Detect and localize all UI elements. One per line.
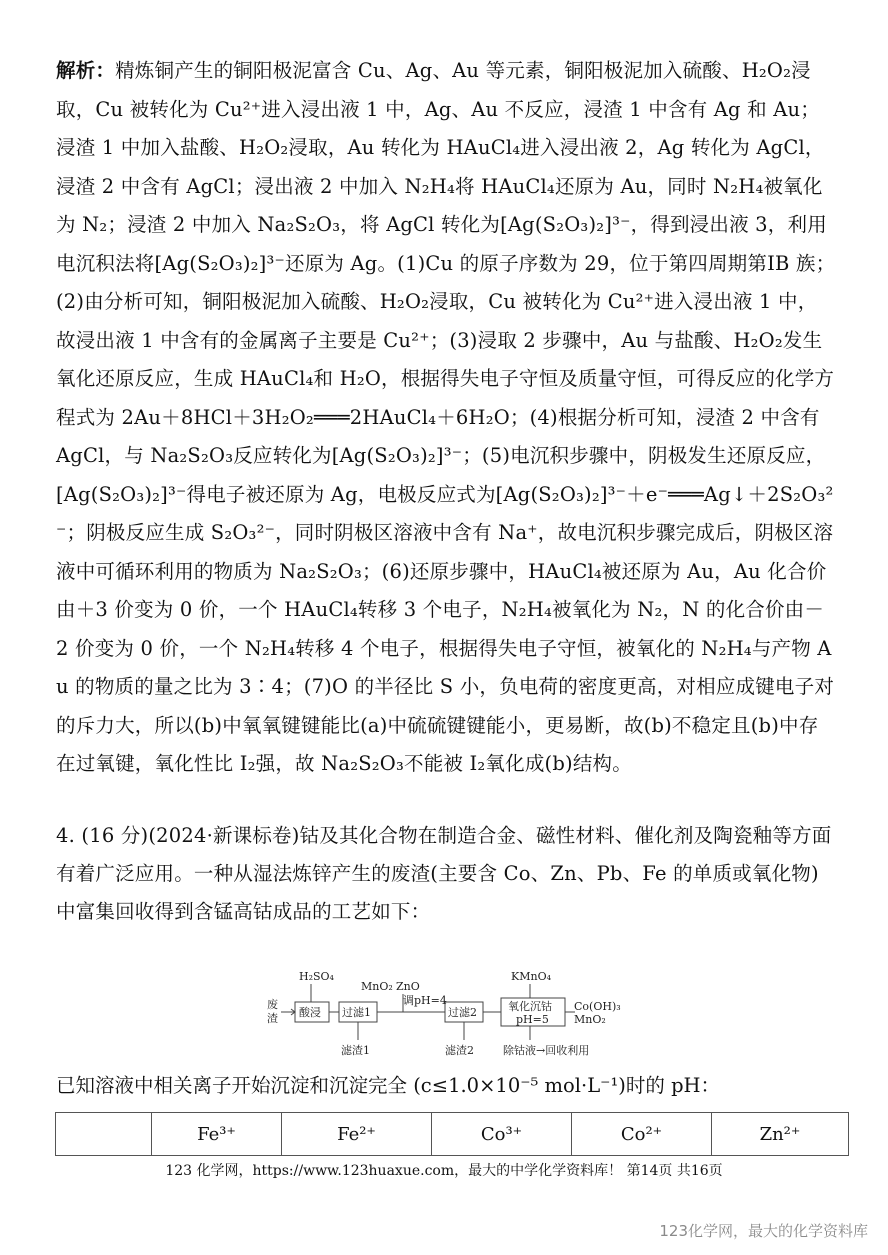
flow-residue-1: 滤渣1 <box>341 1044 370 1057</box>
flow-reagent-1: H₂SO₄ <box>299 970 334 983</box>
ion-ph-table <box>55 1112 849 1156</box>
flow-reagent-3: KMnO₄ <box>511 970 551 983</box>
flow-step-4-line-2: pH=5 <box>516 1013 549 1026</box>
analysis-text: 精炼铜产生的铜阳极泥富含 Cu、Ag、Au 等元素，铜阳极泥加入硫酸、H₂O₂浸取，Cu 被转化为 Cu²⁺进入浸出液 1 中，Ag、Au 不反应，浸渣 1 中含有 Ag 和 Au；浸渣 1 中加入盐酸、H₂O₂浸取，Au 转化为 HAuCl₄进入浸出液 2，Ag 转化为 AgCl，浸渣 2 中含有 AgCl；浸出液 2 中加入 N₂H₄将 HAuCl₄还原为 Au，同时 N₂H₄被氧化为 N₂；浸渣 2 中加入 Na₂S₂O₃，将 AgCl 转化为[Ag(S₂O₃)₂]³⁻，得到浸出液 3，利用电沉积法将[Ag(S₂O₃)₂]³⁻还原为 Ag。(1)Cu 的原子序数为 29，位于第四周期第IB 族；(2)由分析可知，铜阳极泥加入硫酸、H₂O₂浸取，Cu 被转化为 Cu²⁺进入浸出液 1 中，故浸出液 1 中含有的金属离子主要是 Cu²⁺；(3)浸取 2 步骤中，Au 与盐酸、H₂O₂发生氧化还原反应，生成 HAuCl₄和 H₂O，根据得失电子守恒及质量守恒，可得反应的化学方程式为 2Au＋8HCl＋3H₂O₂═══2HAuCl₄＋6H₂O；(4)根据分析可知，浸渣 2 中含有 AgCl，与 Na₂S₂O₃反应转化为[Ag(S₂O₃)₂]³⁻；(5)电沉积步骤中，阴极发生还原反应，[Ag(S₂O₃)₂]³⁻得电子被还原为 Ag，电极反应式为[Ag(S₂O₃)₂]³⁻＋e⁻═══Ag↓＋2S₂O₃²⁻；阴极反应生成 S₂O₃²⁻，同时阴极区溶液中含有 Na⁺，故电沉积步骤完成后，阴极区溶液中可循环利用的物质为 Na₂S₂O₃；(6)还原步骤中，HAuCl₄被还原为 Au，Au 化合价由＋3 价变为 0 价，一个 HAuCl₄转移 3 个电子，N₂H₄被氧化为 N₂，N 的化合价由－2 价变为 0 价，一个 N₂H₄转移 4 个电子，根据得失电子守恒，被氧化的 N₂H₄与产物 Au 的物质的量之比为 3∶4；(7)O 的半径比 S 小，负电荷的密度更高，对相应成键电子对的斥力大，所以(b)中氧氧键键能比(a)中硫硫键键能小，更易断，故(b)不稳定且(b)中存在过氧键，氧化性比 I₂强，故 Na₂S₂O₃不能被 I₂氧化成(b)结构。 <box>56 59 836 775</box>
flow-step-1: 酸浸 <box>299 1006 321 1019</box>
flow-condition-2: 调pH=4 <box>403 994 447 1007</box>
flow-product-1: Co(OH)₃ <box>574 1000 621 1013</box>
flow-reagent-2a: MnO₂ <box>361 980 393 993</box>
table-corner-cell <box>56 1113 152 1156</box>
table-header-fe2: Fe²⁺ <box>282 1113 432 1156</box>
table-header-fe3: Fe³⁺ <box>152 1113 282 1156</box>
table-header-zn2: Zn²⁺ <box>712 1113 849 1156</box>
known-condition-text: 已知溶液中相关离子开始沉淀和沉淀完全 (c≤1.0×10⁻⁵ mol·L⁻¹)时的 pH： <box>56 1074 721 1097</box>
watermark: 123化学网，最大的化学资料库 <box>659 1222 868 1240</box>
flow-step-2: 过滤1 <box>342 1006 371 1019</box>
process-flow-diagram <box>265 966 625 1066</box>
flow-residue-2: 滤渣2 <box>445 1044 474 1057</box>
table-header-co3: Co³⁺ <box>432 1113 572 1156</box>
flow-reagent-2b: ZnO <box>396 980 420 993</box>
table-header-co2: Co²⁺ <box>572 1113 712 1156</box>
flow-product-2: MnO₂ <box>574 1013 606 1026</box>
flow-start-1: 废 <box>267 998 278 1011</box>
page-footer: 123 化学网，https://www.123huaxue.com，最大的中学化学资料库！ 第14页 共16页 <box>165 1163 723 1179</box>
flow-start-2: 渣 <box>267 1012 278 1025</box>
table-header-row <box>56 1113 849 1156</box>
flow-step-4-line-1: 氧化沉钴 <box>508 1000 552 1013</box>
analysis-paragraph <box>56 52 836 784</box>
analysis-label: 解析： <box>56 59 116 82</box>
question-paragraph: 4. (16 分)(2024·新课标卷)钴及其化合物在制造合金、磁性材料、催化剂及陶瓷釉等方面有着广泛应用。一种从湿法炼锌产生的废渣(主要含 Co、Zn、Pb、Fe 的单质或氧化物)中富集回收得到含锰高钴成品的工艺如下： <box>56 824 832 923</box>
flow-step-3: 过滤2 <box>448 1006 477 1019</box>
flow-byproduct: 除钴液→回收利用 <box>503 1044 590 1057</box>
